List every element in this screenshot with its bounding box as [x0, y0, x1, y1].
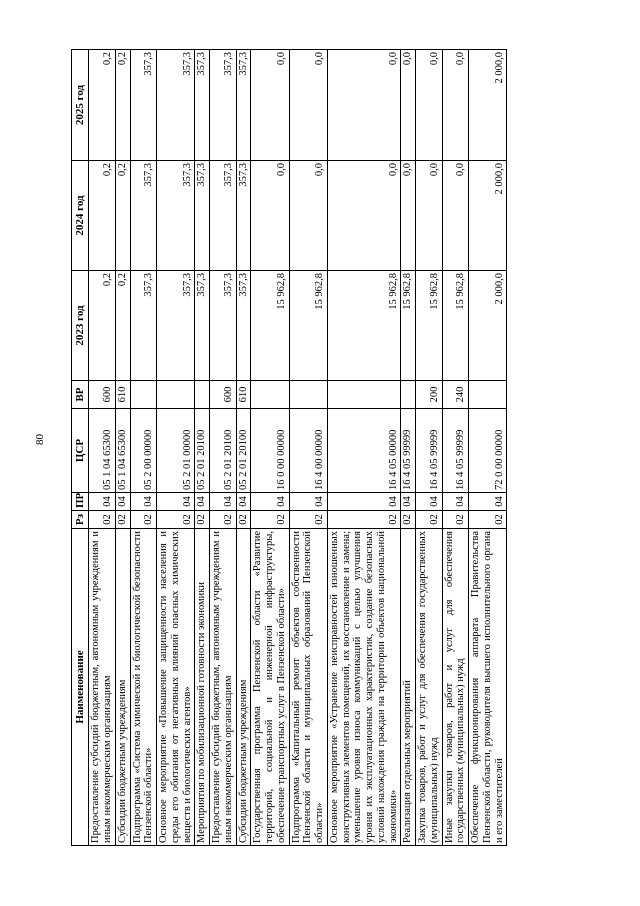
row-rz-cell: 02: [251, 511, 289, 529]
row-vr-cell: 600: [89, 381, 116, 409]
row-vr-cell: [469, 381, 507, 409]
row-name-cell: Закупка товаров, работ и услуг для обеспечения государственных (муниципальных) нужд: [416, 529, 443, 846]
row-2025-cell: 0,0: [442, 50, 469, 161]
row-vr-cell: 610: [115, 381, 130, 409]
row-2023-cell: 15 962,8: [327, 271, 401, 381]
row-2025-cell: 357,3: [195, 50, 210, 161]
table-row: [327, 50, 401, 846]
row-2023-cell: 0,2: [115, 271, 130, 381]
row-2024-cell: 0,0: [327, 161, 401, 271]
row-2023-cell: 15 962,8: [289, 271, 327, 381]
row-rz-cell: 02: [236, 511, 251, 529]
row-2024-cell: 0,2: [89, 161, 116, 271]
rotated-page: [71, 50, 581, 846]
row-2024-cell: 357,3: [236, 161, 251, 271]
row-2025-cell: 357,3: [236, 50, 251, 161]
table-row: [469, 50, 507, 846]
table-row: [157, 50, 195, 846]
row-name-cell: Предоставление субсидий бюджетным, автономным учреждениям и иным некоммерческим организациям: [210, 529, 237, 846]
row-2024-cell: 357,3: [130, 161, 157, 271]
row-name-cell: Реализация отдельных мероприятий: [401, 529, 416, 846]
row-2023-cell: 15 962,8: [416, 271, 443, 381]
header-2025: 2025 год: [72, 50, 89, 161]
row-2024-cell: 357,3: [195, 161, 210, 271]
row-csr-cell: 05 1 04 65300: [115, 409, 130, 493]
row-csr-cell: 05 2 01 20100: [195, 409, 210, 493]
row-pr-cell: 04: [195, 493, 210, 511]
row-2023-cell: 15 962,8: [442, 271, 469, 381]
row-csr-cell: 05 2 01 20100: [236, 409, 251, 493]
row-vr-cell: 200: [416, 381, 443, 409]
row-pr-cell: 04: [416, 493, 443, 511]
header-2023: 2023 год: [72, 271, 89, 381]
row-vr-cell: [401, 381, 416, 409]
row-csr-cell: 16 0 00 00000: [251, 409, 289, 493]
row-2025-cell: 357,3: [157, 50, 195, 161]
row-rz-cell: 02: [442, 511, 469, 529]
row-rz-cell: 02: [195, 511, 210, 529]
row-vr-cell: 610: [236, 381, 251, 409]
table-row: [89, 50, 116, 846]
row-pr-cell: 04: [327, 493, 401, 511]
row-2023-cell: 15 962,8: [251, 271, 289, 381]
row-vr-cell: [251, 381, 289, 409]
row-2025-cell: 0,2: [115, 50, 130, 161]
table-row: [289, 50, 327, 846]
table-row: [236, 50, 251, 846]
row-csr-cell: 05 2 00 00000: [130, 409, 157, 493]
row-pr-cell: 04: [115, 493, 130, 511]
row-vr-cell: 600: [210, 381, 237, 409]
table-row: [210, 50, 237, 846]
row-name-cell: Предоставление субсидий бюджетным, автономным учреждениям и иным некоммерческим организациям: [89, 529, 116, 846]
table-row: [416, 50, 443, 846]
header-2024: 2024 год: [72, 161, 89, 271]
row-csr-cell: 05 2 01 20100: [210, 409, 237, 493]
row-name-cell: Субсидии бюджетным учреждениям: [115, 529, 130, 846]
table-header-row: [72, 50, 89, 846]
row-vr-cell: [130, 381, 157, 409]
row-pr-cell: 04: [401, 493, 416, 511]
row-csr-cell: 05 2 01 00000: [157, 409, 195, 493]
row-pr-cell: 04: [469, 493, 507, 511]
row-2023-cell: 357,3: [210, 271, 237, 381]
row-rz-cell: 02: [289, 511, 327, 529]
row-2024-cell: 0,0: [442, 161, 469, 271]
header-pr: ПР: [72, 493, 89, 511]
row-rz-cell: 02: [469, 511, 507, 529]
table-row: [401, 50, 416, 846]
row-csr-cell: 16 4 05 99999: [401, 409, 416, 493]
row-name-cell: Основное мероприятие «Повышение защищенности населения и среды его обитания от негативных влияний опасных химических веществ и биологических агентов»: [157, 529, 195, 846]
row-rz-cell: 02: [416, 511, 443, 529]
row-pr-cell: 04: [210, 493, 237, 511]
row-rz-cell: 02: [327, 511, 401, 529]
row-pr-cell: 04: [236, 493, 251, 511]
row-2024-cell: 0,2: [115, 161, 130, 271]
row-2025-cell: 0,0: [416, 50, 443, 161]
row-vr-cell: [157, 381, 195, 409]
row-pr-cell: 04: [89, 493, 116, 511]
row-2025-cell: 357,3: [210, 50, 237, 161]
row-2023-cell: 357,3: [157, 271, 195, 381]
table-row: [442, 50, 469, 846]
row-2025-cell: 2 000,0: [469, 50, 507, 161]
row-rz-cell: 02: [401, 511, 416, 529]
row-2024-cell: 357,3: [210, 161, 237, 271]
row-2025-cell: 0,0: [327, 50, 401, 161]
row-name-cell: Субсидии бюджетным учреждениям: [236, 529, 251, 846]
row-2025-cell: 0,0: [401, 50, 416, 161]
row-pr-cell: 04: [251, 493, 289, 511]
row-pr-cell: 04: [130, 493, 157, 511]
budget-table: [71, 49, 507, 846]
row-rz-cell: 02: [130, 511, 157, 529]
row-csr-cell: 05 1 04 65300: [89, 409, 116, 493]
row-2024-cell: 357,3: [157, 161, 195, 271]
row-2025-cell: 0,0: [251, 50, 289, 161]
row-csr-cell: 16 4 05 99999: [416, 409, 443, 493]
row-2024-cell: 0,0: [251, 161, 289, 271]
row-name-cell: Обеспечение функционирования аппарата Правительства Пензенской области, руководителя высшего исполнительного органа и его заместителей: [469, 529, 507, 846]
row-name-cell: Подпрограмма «Система химической и биологической безопасности Пензенской области»: [130, 529, 157, 846]
row-rz-cell: 02: [89, 511, 116, 529]
row-vr-cell: [327, 381, 401, 409]
row-2023-cell: 15 962,8: [401, 271, 416, 381]
table-row: [195, 50, 210, 846]
row-2023-cell: 0,2: [89, 271, 116, 381]
row-vr-cell: [195, 381, 210, 409]
row-2023-cell: 2 000,0: [469, 271, 507, 381]
table-row: [115, 50, 130, 846]
table-body: [89, 50, 507, 846]
row-pr-cell: 04: [157, 493, 195, 511]
row-2025-cell: 0,2: [89, 50, 116, 161]
header-name: Наименование: [72, 529, 89, 846]
row-2023-cell: 357,3: [130, 271, 157, 381]
row-csr-cell: 72 0 00 00000: [469, 409, 507, 493]
row-rz-cell: 02: [210, 511, 237, 529]
header-vr: ВР: [72, 381, 89, 409]
row-2025-cell: 357,3: [130, 50, 157, 161]
row-rz-cell: 02: [115, 511, 130, 529]
page-number: 80: [34, 434, 46, 445]
row-2023-cell: 357,3: [195, 271, 210, 381]
row-2024-cell: 2 000,0: [469, 161, 507, 271]
row-2024-cell: 0,0: [416, 161, 443, 271]
row-2024-cell: 0,0: [401, 161, 416, 271]
row-2024-cell: 0,0: [289, 161, 327, 271]
row-2025-cell: 0,0: [289, 50, 327, 161]
row-pr-cell: 04: [289, 493, 327, 511]
row-vr-cell: 240: [442, 381, 469, 409]
row-name-cell: Мероприятия по мобилизационной готовности экономики: [195, 529, 210, 846]
header-rz: Рз: [72, 511, 89, 529]
row-csr-cell: 16 4 00 00000: [289, 409, 327, 493]
header-csr: ЦСР: [72, 409, 89, 493]
table-row: [130, 50, 157, 846]
row-csr-cell: 16 4 05 99999: [442, 409, 469, 493]
row-2023-cell: 357,3: [236, 271, 251, 381]
row-name-cell: Государственная программа Пензенской области «Развитие территорий, социальной и инженерной инфраструктуры, обеспечение транспортных услуг в Пензенской области»: [251, 529, 289, 846]
row-rz-cell: 02: [157, 511, 195, 529]
row-vr-cell: [289, 381, 327, 409]
row-pr-cell: 04: [442, 493, 469, 511]
row-csr-cell: 16 4 05 00000: [327, 409, 401, 493]
row-name-cell: Подпрограмма «Капитальный ремонт объектов собственности Пензенской области и муниципальных образований Пензенской области»: [289, 529, 327, 846]
row-name-cell: Основное мероприятие «Устранение неисправностей изношенных конструктивных элементов помещений, их восстановление и замена; уменьшение уровня износа коммуникаций с целью улучшения уровня их эксплуатационных характеристик, создание безопасных условий нахождения граждан на территории объектов национальной экономики»: [327, 529, 401, 846]
table-row: [251, 50, 289, 846]
row-name-cell: Иные закупки товаров, работ и услуг для обеспечения государственных (муниципальных) нужд: [442, 529, 469, 846]
